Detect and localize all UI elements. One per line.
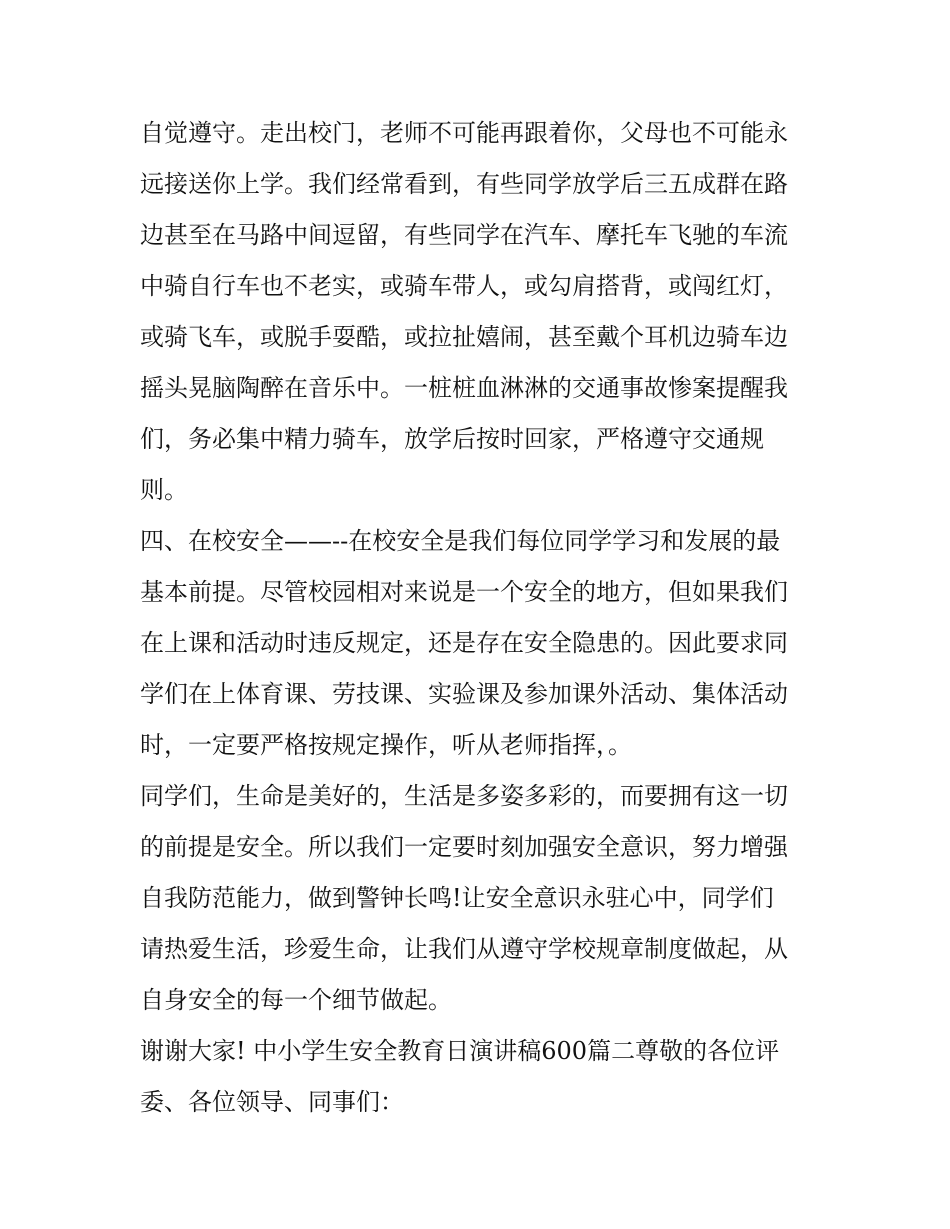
text-line: 或骑飞车，或脱手耍酷，或拉扯嬉闹，甚至戴个耳机边骑车边 (140, 323, 788, 351)
text-line: 委、各位领导、同事们： (140, 1088, 404, 1116)
text-line: 自觉遵守。走出校门，老师不可能再跟着你，父母也不可能永 (140, 119, 788, 147)
text-line: 自我防范能力，做到警钟长鸣!让安全意识永驻心中，同学们 (140, 884, 774, 912)
text-line: 时，一定要严格按规定操作，听从老师指挥，。 (140, 731, 632, 759)
text-line: 学们在上体育课、劳技课、实验课及参加课外活动、集体活动 (140, 680, 788, 708)
text-line: 的前提是安全。所以我们一定要时刻加强安全意识，努力增强 (140, 833, 788, 861)
document-body (140, 108, 820, 1128)
text-line: 谢谢大家! 中小学生安全教育日演讲稿600篇二尊敬的各位评 (140, 1037, 780, 1065)
text-line: 四、在校安全——--在校安全是我们每位同学学习和发展的最 (140, 527, 781, 555)
text-line: 远接送你上学。我们经常看到，有些同学放学后三五成群在路 (140, 170, 788, 198)
text-line: 则。 (140, 476, 188, 504)
text-line: 自身安全的每一个细节做起。 (140, 986, 452, 1014)
text-line: 们，务必集中精力骑车，放学后按时回家，严格遵守交通规 (140, 425, 764, 453)
text-line: 同学们，生命是美好的，生活是多姿多彩的，而要拥有这一切 (140, 782, 788, 810)
text-line: 摇头晃脑陶醉在音乐中。一桩桩血淋淋的交通事故惨案提醒我 (140, 374, 788, 402)
text-line: 基本前提。尽管校园相对来说是一个安全的地方，但如果我们 (140, 578, 788, 606)
text-line: 在上课和活动时违反规定，还是存在安全隐患的。因此要求同 (140, 629, 788, 657)
text-line: 边甚至在马路中间逗留，有些同学在汽车、摩托车飞驰的车流 (140, 221, 788, 249)
text-line: 中骑自行车也不老实，或骑车带人，或勾肩搭背，或闯红灯， (140, 272, 788, 300)
text-line: 请热爱生活，珍爱生命，让我们从遵守学校规章制度做起，从 (140, 935, 788, 963)
